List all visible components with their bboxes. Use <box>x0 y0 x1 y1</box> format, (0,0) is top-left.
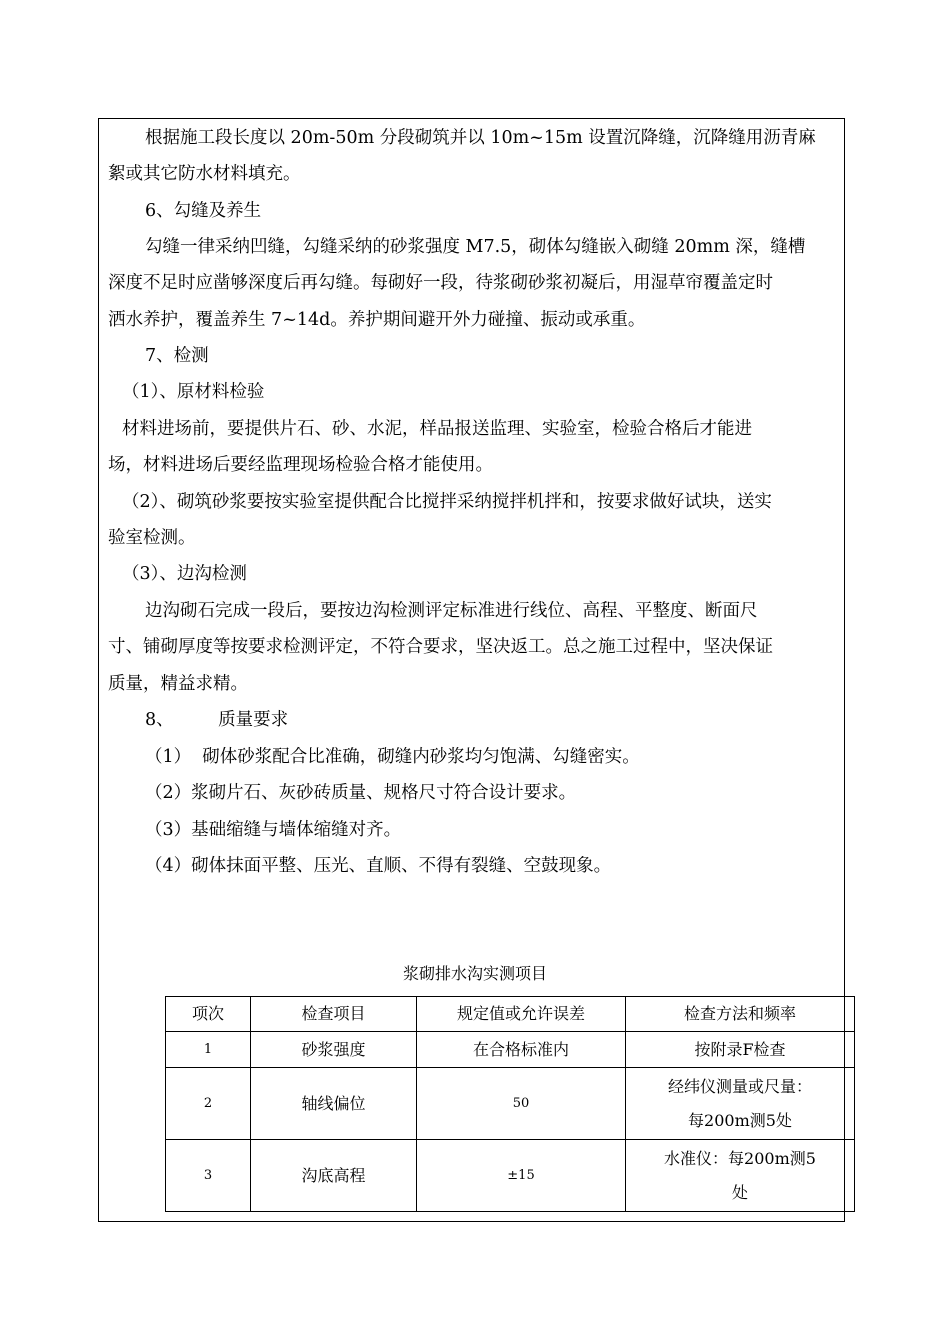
table-header-cell: 检查方法和频率 <box>626 997 855 1032</box>
table-header-cell: 检查项目 <box>251 997 417 1032</box>
table-row <box>166 1032 855 1068</box>
table-cell-line: 每200m测5处 <box>688 1110 792 1130</box>
table-caption: 浆砌排水沟实测项目 <box>402 964 547 983</box>
paragraph-line: 深度不足时应凿够深度后再勾缝。每砌好一段，待浆砌砂浆初凝后，用湿草帘覆盖定时 <box>108 273 773 293</box>
subsection-heading: （1）、原材料检验 <box>122 382 265 402</box>
table-cell-line: 处 <box>731 1182 748 1202</box>
table-cell: 在合格标准内 <box>417 1032 626 1068</box>
section-heading: 6、勾缝及养生 <box>145 201 262 221</box>
list-item: （4）砌体抹面平整、压光、直顺、不得有裂缝、空鼓现象。 <box>145 856 612 876</box>
table-cell: 1 <box>166 1032 251 1068</box>
paragraph-line: 勾缝一律采纳凹缝，勾缝采纳的砂浆强度 M7.5，砌体勾缝嵌入砌缝 20mm 深，缝槽 <box>145 237 806 257</box>
paragraph-line: 质量，精益求精。 <box>108 674 248 694</box>
section-heading: 8、 质量要求 <box>145 710 289 730</box>
paragraph-line: 场，材料进场后要经监理现场检验合格才能使用。 <box>108 455 493 475</box>
list-item: （3）基础缩缝与墙体缩缝对齐。 <box>145 820 402 840</box>
table-cell: 2 <box>166 1068 251 1140</box>
inspection-table <box>165 996 855 1212</box>
table-cell: 砂浆强度 <box>251 1032 417 1068</box>
table-cell: 50 <box>417 1068 626 1140</box>
table-cell: 轴线偏位 <box>251 1068 417 1140</box>
table-cell <box>626 1140 855 1212</box>
section-heading: 7、检测 <box>145 346 209 366</box>
table-header-row <box>166 997 855 1032</box>
table-cell-line: 水准仪：每200m测5 <box>664 1148 816 1168</box>
table-row <box>166 1140 855 1212</box>
table-cell-line: 经纬仪测量或尺量： <box>667 1076 812 1096</box>
paragraph-line: 洒水养护，覆盖养生 7~14d。养护期间避开外力碰撞、振动或承重。 <box>108 310 646 330</box>
paragraph-line: 根据施工段长度以 20m-50m 分段砌筑并以 10m~15m 设置沉降缝，沉降缝用沥青麻 <box>145 128 816 148</box>
table-cell: 沟底高程 <box>251 1140 417 1212</box>
paragraph-line: 寸、铺砌厚度等按要求检测评定，不符合要求，坚决返工。总之施工过程中，坚决保证 <box>108 637 773 657</box>
paragraph-line: （2）、砌筑砂浆要按实验室提供配合比搅拌采纳搅拌机拌和，按要求做好试块，送实 <box>122 492 772 512</box>
subsection-heading: （3）、边沟检测 <box>122 564 247 584</box>
paragraph-line: 验室检测。 <box>108 528 196 548</box>
table-cell: 3 <box>166 1140 251 1212</box>
paragraph-line: 材料进场前，要提供片石、砂、水泥，样品报送监理、实验室，检验合格后才能进 <box>122 419 752 439</box>
table-cell: 按附录F检查 <box>626 1032 855 1068</box>
table-cell: ±15 <box>417 1140 626 1212</box>
paragraph-line: 絮或其它防水材料填充。 <box>108 164 301 184</box>
paragraph-line: 边沟砌石完成一段后，要按边沟检测评定标准进行线位、高程、平整度、断面尺 <box>145 601 758 621</box>
list-item: （2）浆砌片石、灰砂砖质量、规格尺寸符合设计要求。 <box>145 783 577 803</box>
table-header-cell: 项次 <box>166 997 251 1032</box>
table-cell <box>626 1068 855 1140</box>
table-header-cell: 规定值或允许误差 <box>417 997 626 1032</box>
list-item: （1） 砌体砂浆配合比准确，砌缝内砂浆均匀饱满、勾缝密实。 <box>145 747 640 767</box>
table-row <box>166 1068 855 1140</box>
